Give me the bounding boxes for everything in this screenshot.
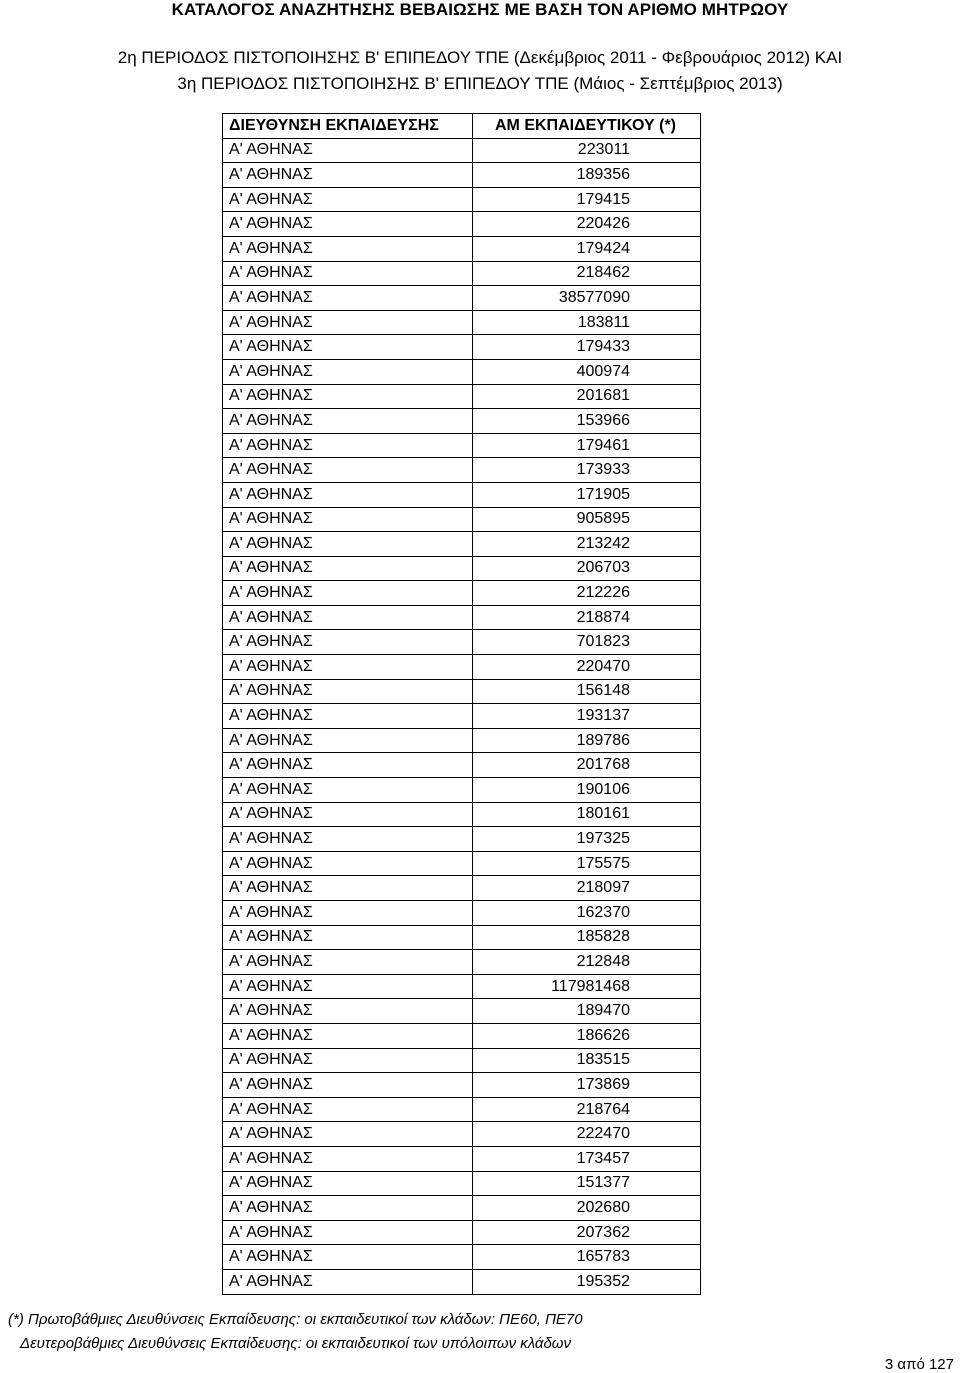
table-row xyxy=(223,802,701,827)
table-row xyxy=(223,1245,701,1270)
directorate-cell: Α' ΑΘΗΝΑΣ xyxy=(223,261,473,286)
table-row xyxy=(223,236,701,261)
table-row xyxy=(223,950,701,975)
registry-number-cell: 180161 xyxy=(473,802,701,827)
table-row xyxy=(223,605,701,630)
directorate-cell: Α' ΑΘΗΝΑΣ xyxy=(223,704,473,729)
table-row xyxy=(223,409,701,434)
table-row xyxy=(223,335,701,360)
directorate-cell: Α' ΑΘΗΝΑΣ xyxy=(223,138,473,163)
registry-number-cell: 213242 xyxy=(473,532,701,557)
column-header-registry-number: ΑΜ ΕΚΠΑΙΔΕΥΤΙΚΟΥ (*) xyxy=(473,114,701,139)
registry-number-cell: 905895 xyxy=(473,507,701,532)
page-title: ΚΑΤΑΛΟΓΟΣ ΑΝΑΖΗΤΗΣΗΣ ΒΕΒΑΙΩΣΗΣ ΜΕ ΒΑΣΗ ΤΟΝ ΑΡΙΘΜΟ ΜΗΤΡΩΟΥ xyxy=(171,0,789,19)
registry-number-cell: 185828 xyxy=(473,925,701,950)
registry-number-cell: 206703 xyxy=(473,556,701,581)
registry-number-cell: 189356 xyxy=(473,163,701,188)
registry-number-cell: 173869 xyxy=(473,1073,701,1098)
table-row xyxy=(223,163,701,188)
registry-number-cell: 117981468 xyxy=(473,974,701,999)
directorate-cell: Α' ΑΘΗΝΑΣ xyxy=(223,1171,473,1196)
certificate-table xyxy=(222,113,701,1295)
table-row xyxy=(223,1196,701,1221)
registry-number-cell: 701823 xyxy=(473,630,701,655)
table-row xyxy=(223,1220,701,1245)
registry-number-cell: 179433 xyxy=(473,335,701,360)
directorate-cell: Α' ΑΘΗΝΑΣ xyxy=(223,335,473,360)
registry-number-cell: 190106 xyxy=(473,778,701,803)
registry-number-cell: 165783 xyxy=(473,1245,701,1270)
directorate-cell: Α' ΑΘΗΝΑΣ xyxy=(223,1245,473,1270)
registry-number-cell: 212848 xyxy=(473,950,701,975)
registry-number-cell: 175575 xyxy=(473,851,701,876)
table-row xyxy=(223,827,701,852)
registry-number-cell: 162370 xyxy=(473,901,701,926)
table-row xyxy=(223,458,701,483)
registry-number-cell: 220426 xyxy=(473,212,701,237)
registry-number-cell: 179415 xyxy=(473,187,701,212)
registry-number-cell: 171905 xyxy=(473,482,701,507)
directorate-cell: Α' ΑΘΗΝΑΣ xyxy=(223,679,473,704)
directorate-cell: Α' ΑΘΗΝΑΣ xyxy=(223,1220,473,1245)
table-row xyxy=(223,876,701,901)
directorate-cell: Α' ΑΘΗΝΑΣ xyxy=(223,212,473,237)
table-row xyxy=(223,482,701,507)
registry-number-cell: 156148 xyxy=(473,679,701,704)
directorate-cell: Α' ΑΘΗΝΑΣ xyxy=(223,753,473,778)
table-row xyxy=(223,679,701,704)
directorate-cell: Α' ΑΘΗΝΑΣ xyxy=(223,851,473,876)
registry-number-cell: 218874 xyxy=(473,605,701,630)
table-row xyxy=(223,532,701,557)
directorate-cell: Α' ΑΘΗΝΑΣ xyxy=(223,1196,473,1221)
directorate-cell: Α' ΑΘΗΝΑΣ xyxy=(223,925,473,950)
table-row xyxy=(223,556,701,581)
directorate-cell: Α' ΑΘΗΝΑΣ xyxy=(223,1122,473,1147)
footnote-primary: (*) Πρωτοβάθμιες Διευθύνσεις Εκπαίδευσης: οι εκπαιδευτικοί των κλάδων: ΠΕ60, ΠΕ70 xyxy=(8,1311,583,1328)
registry-number-cell: 193137 xyxy=(473,704,701,729)
registry-number-cell: 201681 xyxy=(473,384,701,409)
registry-number-cell: 179461 xyxy=(473,433,701,458)
table-row xyxy=(223,1122,701,1147)
directorate-cell: Α' ΑΘΗΝΑΣ xyxy=(223,802,473,827)
directorate-cell: Α' ΑΘΗΝΑΣ xyxy=(223,482,473,507)
registry-number-cell: 38577090 xyxy=(473,286,701,311)
registry-number-cell: 202680 xyxy=(473,1196,701,1221)
table-row xyxy=(223,778,701,803)
registry-number-cell: 207362 xyxy=(473,1220,701,1245)
directorate-cell: Α' ΑΘΗΝΑΣ xyxy=(223,950,473,975)
registry-number-cell: 201768 xyxy=(473,753,701,778)
registry-number-cell: 218462 xyxy=(473,261,701,286)
registry-number-cell: 189786 xyxy=(473,728,701,753)
registry-number-cell: 153966 xyxy=(473,409,701,434)
directorate-cell: Α' ΑΘΗΝΑΣ xyxy=(223,974,473,999)
subtitle-line-2: 3η ΠΕΡΙΟΔΟΣ ΠΙΣΤΟΠΟΙΗΣΗΣ Β' ΕΠΙΠΕΔΟΥ ΤΠΕ (Μάιος - Σεπτέμβριος 2013) xyxy=(177,74,783,93)
directorate-cell: Α' ΑΘΗΝΑΣ xyxy=(223,384,473,409)
directorate-cell: Α' ΑΘΗΝΑΣ xyxy=(223,1023,473,1048)
table-row xyxy=(223,581,701,606)
registry-number-cell: 220470 xyxy=(473,655,701,680)
table-row xyxy=(223,704,701,729)
registry-number-cell: 151377 xyxy=(473,1171,701,1196)
table-row xyxy=(223,138,701,163)
subtitle-line-1: 2η ΠΕΡΙΟΔΟΣ ΠΙΣΤΟΠΟΙΗΣΗΣ Β' ΕΠΙΠΕΔΟΥ ΤΠΕ (Δεκέμβριος 2011 - Φεβρουάριος 2012) ΚΑΙ xyxy=(117,48,843,67)
directorate-cell: Α' ΑΘΗΝΑΣ xyxy=(223,310,473,335)
directorate-cell: Α' ΑΘΗΝΑΣ xyxy=(223,556,473,581)
directorate-cell: Α' ΑΘΗΝΑΣ xyxy=(223,532,473,557)
registry-number-cell: 400974 xyxy=(473,359,701,384)
registry-number-cell: 197325 xyxy=(473,827,701,852)
table-row xyxy=(223,999,701,1024)
registry-number-cell: 218097 xyxy=(473,876,701,901)
directorate-cell: Α' ΑΘΗΝΑΣ xyxy=(223,507,473,532)
registry-number-cell: 183515 xyxy=(473,1048,701,1073)
table-row xyxy=(223,753,701,778)
directorate-cell: Α' ΑΘΗΝΑΣ xyxy=(223,655,473,680)
directorate-cell: Α' ΑΘΗΝΑΣ xyxy=(223,1146,473,1171)
table-row xyxy=(223,212,701,237)
registry-number-cell: 189470 xyxy=(473,999,701,1024)
table-row xyxy=(223,901,701,926)
table-row xyxy=(223,359,701,384)
registry-number-cell: 179424 xyxy=(473,236,701,261)
table-row xyxy=(223,286,701,311)
directorate-cell: Α' ΑΘΗΝΑΣ xyxy=(223,605,473,630)
registry-number-cell: 212226 xyxy=(473,581,701,606)
page-number: 3 από 127 xyxy=(884,1356,954,1373)
registry-number-cell: 183811 xyxy=(473,310,701,335)
table-row xyxy=(223,925,701,950)
table-row xyxy=(223,728,701,753)
registry-number-cell: 173457 xyxy=(473,1146,701,1171)
table-row xyxy=(223,655,701,680)
directorate-cell: Α' ΑΘΗΝΑΣ xyxy=(223,728,473,753)
directorate-cell: Α' ΑΘΗΝΑΣ xyxy=(223,1048,473,1073)
table-row xyxy=(223,384,701,409)
directorate-cell: Α' ΑΘΗΝΑΣ xyxy=(223,409,473,434)
registry-number-cell: 223011 xyxy=(473,138,701,163)
table-row xyxy=(223,507,701,532)
registry-number-cell: 218764 xyxy=(473,1097,701,1122)
footnote-secondary: Δευτεροβάθμιες Διευθύνσεις Εκπαίδευσης: οι εκπαιδευτικοί των υπόλοιπων κλάδων xyxy=(20,1335,571,1352)
directorate-cell: Α' ΑΘΗΝΑΣ xyxy=(223,1073,473,1098)
registry-number-cell: 222470 xyxy=(473,1122,701,1147)
table-row xyxy=(223,1073,701,1098)
directorate-cell: Α' ΑΘΗΝΑΣ xyxy=(223,1097,473,1122)
table-row xyxy=(223,974,701,999)
table-row xyxy=(223,1269,701,1294)
table-body xyxy=(223,138,701,1294)
directorate-cell: Α' ΑΘΗΝΑΣ xyxy=(223,630,473,655)
registry-number-cell: 195352 xyxy=(473,1269,701,1294)
table-row xyxy=(223,433,701,458)
directorate-cell: Α' ΑΘΗΝΑΣ xyxy=(223,581,473,606)
directorate-cell: Α' ΑΘΗΝΑΣ xyxy=(223,236,473,261)
table-row xyxy=(223,851,701,876)
column-header-directorate: ΔΙΕΥΘΥΝΣΗ ΕΚΠΑΙΔΕΥΣΗΣ xyxy=(223,114,473,139)
table-row xyxy=(223,1097,701,1122)
directorate-cell: Α' ΑΘΗΝΑΣ xyxy=(223,187,473,212)
directorate-cell: Α' ΑΘΗΝΑΣ xyxy=(223,433,473,458)
table-header-row xyxy=(223,114,701,139)
directorate-cell: Α' ΑΘΗΝΑΣ xyxy=(223,359,473,384)
registry-number-cell: 186626 xyxy=(473,1023,701,1048)
directorate-cell: Α' ΑΘΗΝΑΣ xyxy=(223,901,473,926)
directorate-cell: Α' ΑΘΗΝΑΣ xyxy=(223,458,473,483)
directorate-cell: Α' ΑΘΗΝΑΣ xyxy=(223,286,473,311)
table-row xyxy=(223,630,701,655)
table-row xyxy=(223,1023,701,1048)
table-row xyxy=(223,310,701,335)
directorate-cell: Α' ΑΘΗΝΑΣ xyxy=(223,1269,473,1294)
table-row xyxy=(223,1171,701,1196)
table-row xyxy=(223,1048,701,1073)
directorate-cell: Α' ΑΘΗΝΑΣ xyxy=(223,999,473,1024)
table-row xyxy=(223,261,701,286)
table-row xyxy=(223,187,701,212)
registry-number-cell: 173933 xyxy=(473,458,701,483)
directorate-cell: Α' ΑΘΗΝΑΣ xyxy=(223,827,473,852)
table-row xyxy=(223,1146,701,1171)
directorate-cell: Α' ΑΘΗΝΑΣ xyxy=(223,778,473,803)
directorate-cell: Α' ΑΘΗΝΑΣ xyxy=(223,876,473,901)
directorate-cell: Α' ΑΘΗΝΑΣ xyxy=(223,163,473,188)
